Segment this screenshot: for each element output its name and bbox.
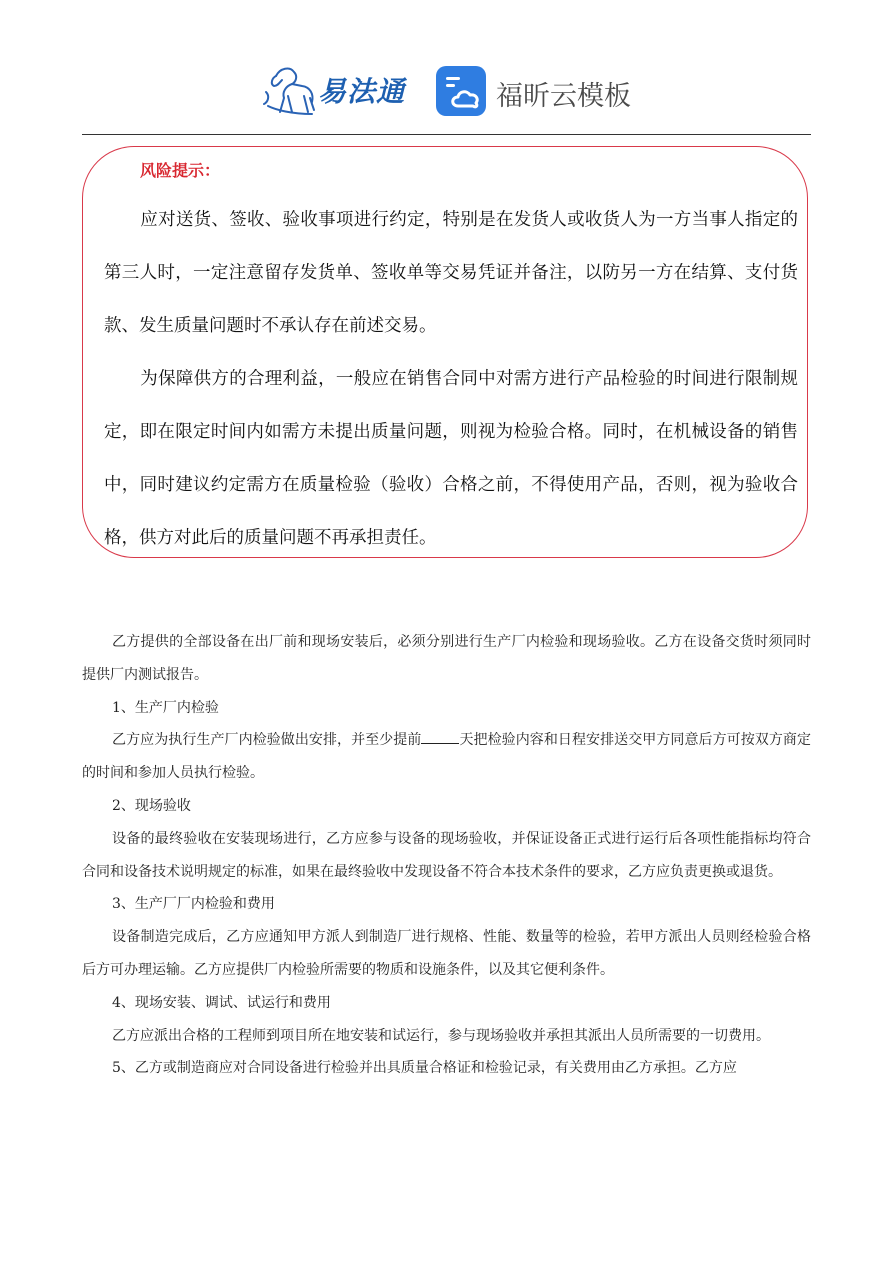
body-paragraph: 设备的最终验收在安装现场进行，乙方应参与设备的现场验收，并保证设备正式进行运行后各项性能指标均符合合同和设备技术说明规定的标准，如果在最终验收中发现设备不符合本技术条件的要求，乙方应负责更换或退货。 — [82, 830, 811, 880]
section-heading-4: 4、现场安装、调试、试运行和费用 — [112, 994, 331, 1011]
body-paragraph-with-blank — [82, 724, 811, 790]
page-header — [0, 0, 893, 136]
risk-paragraph-1 — [104, 194, 798, 353]
section-heading-1: 1、生产厂内检验 — [112, 699, 219, 716]
header-divider — [82, 134, 811, 135]
brand-right-text: 福昕云模板 — [496, 81, 631, 112]
fill-in-blank[interactable] — [421, 729, 459, 744]
body-paragraph: 设备制造完成后，乙方应通知甲方派人到制造厂进行规格、性能、数量等的检验，若甲方派出人员则经检验合格后方可办理运输。乙方应提供厂内检验所需要的物质和设施条件，以及其它便利条件。 — [82, 929, 811, 978]
section-heading-2: 2、现场验收 — [112, 797, 191, 814]
contract-body — [82, 626, 811, 1085]
risk-paragraph-2 — [104, 353, 798, 565]
body-paragraph: 乙方提供的全部设备在出厂前和现场安装后，必须分别进行生产厂内检验和现场验收。乙方在设备交货时须同时提供厂内测试报告。 — [82, 634, 811, 683]
risk-paragraph-1-text: 应对送货、签收、验收事项进行约定，特别是在发货人或收货人为一方当事人指定的第三人时，一定注意留存发货单、签收单等交易凭证并备注，以防另一方在结算、支付货款、发生质量问题时不承认存在前述交易。 — [104, 210, 798, 336]
body-paragraph-part-b: 天把检验内容和日程安排送交甲方同意后方可按双方商定的时间和参加人员执行检验。 — [82, 732, 812, 782]
yifatong-logo — [262, 62, 412, 118]
body-paragraph: 5、乙方或制造商应对合同设备进行检验并出具质量合格证和检验记录，有关费用由乙方承担。乙方应 — [112, 1060, 737, 1077]
risk-title: 风险提示： — [140, 161, 221, 180]
section-heading-3: 3、生产厂厂内检验和费用 — [112, 896, 275, 913]
cloud-document-icon — [436, 66, 486, 116]
risk-paragraph-2-text: 为保障供方的合理利益，一般应在销售合同中对需方进行产品检验的时间进行限制规定，即在限定时间内如需方未提出质量问题，则视为检验合格。同时，在机械设备的销售中，同时建议约定需方在质量检验（验收）合格之前，不得使用产品，否则，视为验收合格，供方对此后的质量问题不再承担责任。 — [104, 369, 798, 548]
horse-icon — [262, 62, 320, 118]
body-paragraph: 乙方应派出合格的工程师到项目所在地安装和试运行，参与现场验收并承担其派出人员所需要的一切费用。 — [112, 1027, 770, 1044]
brand-left-text: 易法通 — [318, 75, 406, 108]
fuxin-template-logo — [436, 66, 636, 118]
body-paragraph-part-a: 乙方应为执行生产厂内检验做出安排，并至少提前 — [112, 732, 422, 749]
